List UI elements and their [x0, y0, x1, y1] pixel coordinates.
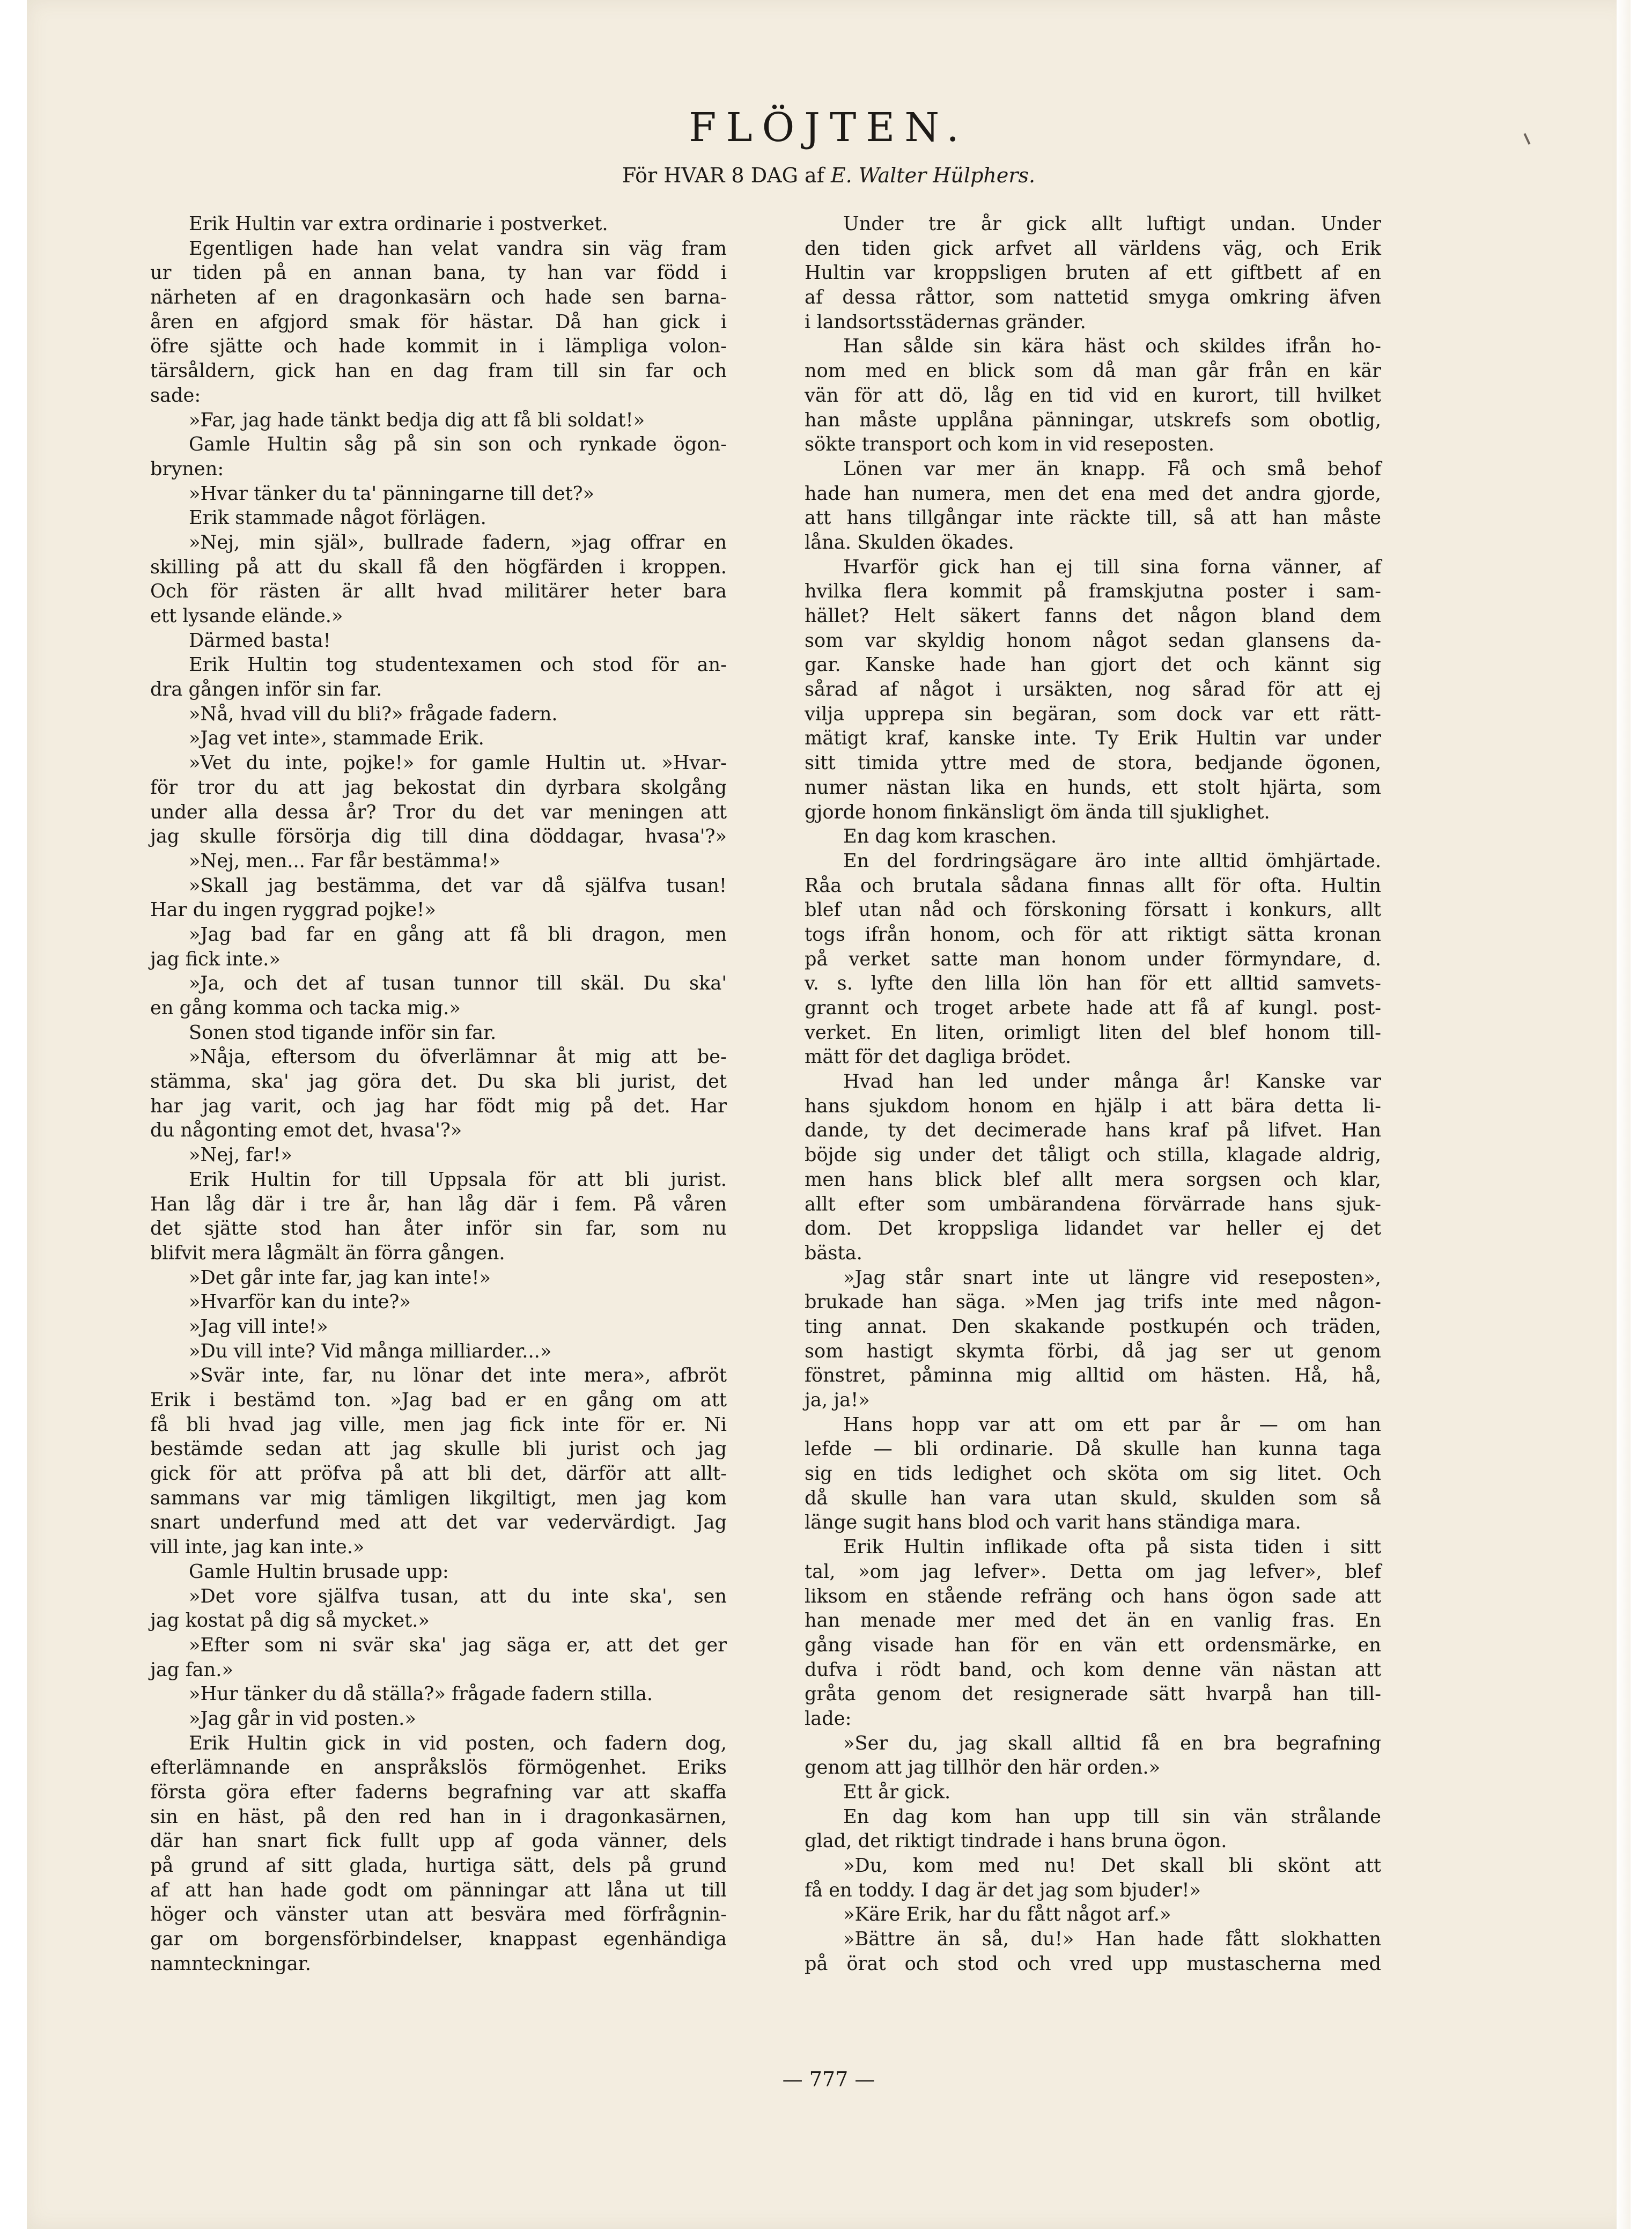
text-line: dande, ty det decimerade hans kraf på lifvet. Han	[805, 1119, 1381, 1142]
text-line: det sjätte stod han åter inför sin far, som nu	[150, 1217, 727, 1240]
text-line: få bli hvad jag ville, men jag fick inte för er. Ni	[150, 1413, 727, 1436]
text-line: »Hur tänker du då ställa?» frågade fadern stilla.	[189, 1683, 653, 1706]
text-line: »Käre Erik, har du fått något arf.»	[843, 1903, 1171, 1926]
text-line: då skulle han vara utan skuld, skulden som så	[805, 1487, 1381, 1509]
text-line: hället? Helt säkert fanns det någon bland dem	[805, 605, 1381, 627]
text-line: gar. Kanske hade han gjort det och kännt sig	[805, 654, 1381, 676]
text-line: ur tiden på en annan bana, ty han var född i	[150, 262, 727, 284]
text-line: Gamle Hultin brusade upp:	[189, 1560, 449, 1583]
text-line: vilja upprepa sin begäran, som dock var ett rätt-	[805, 703, 1381, 725]
text-line: sin en häst, på den red han in i dragonkasärnen,	[150, 1805, 727, 1828]
text-line: Råa och brutala sådana finnas allt för ofta. Hultin	[805, 874, 1381, 897]
byline-prefix: För HVAR 8 DAG af	[622, 164, 831, 187]
text-line: öfre sjätte och hade kommit in i lämpliga volon-	[150, 335, 727, 358]
left-text-column	[150, 212, 727, 1976]
text-line: tal, »om jag lefver». Detta om jag lefver», blef	[805, 1560, 1381, 1583]
text-line: närheten af en dragonkasärn och hade sen barna-	[150, 286, 727, 309]
text-line: men hans blick blef allt mera sorgsen och klar,	[805, 1168, 1381, 1191]
text-line: »Skall jag bestämma, det var då själfva tusan!	[189, 874, 727, 897]
text-line: vän för att dö, låg en tid vid en kurort, till hvilket	[805, 384, 1381, 407]
text-line: hans sjukdom honom en hjälp i att bära detta li-	[805, 1095, 1381, 1117]
text-line: böjde sig under det tåligt och stilla, klagade aldrig,	[805, 1144, 1381, 1167]
text-line: verket. En liten, orimligt liten del blef honom till-	[805, 1021, 1381, 1044]
text-line: jag fick inte.»	[150, 948, 281, 970]
text-line: bästa.	[805, 1242, 862, 1264]
text-line: efterlämnande en anspråkslös förmögenhet. Eriks	[150, 1756, 727, 1779]
text-line: brynen:	[150, 457, 224, 480]
text-line: »Svär inte, far, nu lönar det inte mera», afbröt	[189, 1364, 727, 1387]
text-line: sitt timida yttre med de stora, bedjande ögonen,	[805, 752, 1381, 774]
text-line: Egentligen hade han velat vandra sin väg fram	[189, 237, 727, 260]
text-line: Erik Hultin tog studentexamen och stod för an-	[189, 654, 727, 676]
text-line: Därmed basta!	[189, 629, 331, 652]
text-line: En del fordringsägare äro inte alltid ömhjärtade.	[843, 850, 1381, 872]
text-line: Hans hopp var att om ett par år — om han	[843, 1413, 1381, 1436]
text-line: gjorde honom finkänsligt öm ända till sjuklighet.	[805, 801, 1270, 823]
text-line: Sonen stod tigande inför sin far.	[189, 1021, 497, 1044]
text-line: sade:	[150, 384, 201, 407]
text-line: få en toddy. I dag är det jag som bjuder!»	[805, 1879, 1201, 1901]
text-line: »Du vill inte? Vid många milliarder...»	[189, 1340, 552, 1362]
text-line: Han låg där i tre år, han låg där i fem. På våren	[150, 1193, 727, 1215]
text-line: sammans var mig tämligen likgiltigt, men jag kom	[150, 1487, 727, 1509]
text-line: »Ser du, jag skall alltid få en bra begrafning	[843, 1732, 1381, 1754]
text-line: »Jag står snart inte ut längre vid reseposten»,	[843, 1266, 1381, 1289]
text-line: Lönen var mer än knapp. Få och små behof	[843, 457, 1381, 480]
text-line: som hastigt skymta förbi, då jag ser ut genom	[805, 1340, 1381, 1362]
text-line: gick för att pröfva på att bli det, därför att allt-	[150, 1463, 727, 1485]
text-line: jag skulle försörja dig till dina döddagar, hvasa'?»	[150, 825, 727, 848]
text-line: »Nej, min själ», bullrade fadern, »jag offrar en	[189, 531, 727, 553]
text-line: gång visade han för en vän ett ordensmärke, en	[805, 1634, 1381, 1656]
text-line: sökte transport och kom in vid reseposten.	[805, 433, 1215, 456]
text-line: som var skyldig honom något sedan glansens da-	[805, 629, 1381, 652]
text-line: mätigt kraf, kanske inte. Ty Erik Hultin var under	[805, 727, 1381, 750]
text-line: grannt och troget arbete hade att få af kungl. post-	[805, 997, 1381, 1019]
text-line: gråta genom det resignerade sätt hvarpå han till-	[805, 1683, 1381, 1706]
text-line: »Hvar tänker du ta' pänningarne till det?»	[189, 482, 595, 505]
text-line: jag kostat på dig så mycket.»	[150, 1610, 430, 1632]
text-line: togs ifrån honom, och för att riktigt sätta kronan	[805, 923, 1381, 946]
text-line: snart underfund med att det var vedervärdigt. Jag	[150, 1511, 727, 1534]
text-line: Ett år gick.	[843, 1781, 951, 1803]
text-line: ja, ja!»	[805, 1389, 870, 1411]
text-line: »Jag vill inte!»	[189, 1315, 328, 1338]
text-line: stämma, ska' jag göra det. Du ska bli jurist, det	[150, 1071, 727, 1093]
text-line: »Jag går in vid posten.»	[189, 1707, 416, 1730]
text-line: för tror du att jag bekostat din dyrbara skolgång	[150, 776, 727, 799]
text-line: ett lysande elände.»	[150, 605, 343, 627]
text-line: »Hvarför kan du inte?»	[189, 1291, 411, 1313]
text-line: dufva i rödt band, och kom denne vän nästan att	[805, 1658, 1381, 1681]
byline	[27, 164, 1631, 187]
text-line: bestämde sedan att jag skulle bli jurist och jag	[150, 1438, 727, 1460]
text-line: »Ja, och det af tusan tunnor till skäl. Du ska'	[189, 972, 727, 995]
text-line: Gamle Hultin såg på sin son och rynkade ögon-	[189, 433, 727, 456]
text-line: mätt för det dagliga brödet.	[805, 1046, 1072, 1068]
text-line: »Nå, hvad vill du bli?» frågade fadern.	[189, 703, 558, 725]
text-line: i landsortsstädernas gränder.	[805, 311, 1086, 333]
text-line: på verket satte man honom under förmyndare, d.	[805, 948, 1381, 970]
text-line: den tiden gick arfvet all världens väg, och Erik	[805, 237, 1381, 260]
text-line: »Vet du inte, pojke!» for gamle Hultin ut. »Hvar-	[189, 752, 727, 774]
text-line: Och för rästen är allt hvad militärer heter bara	[150, 580, 727, 603]
text-line: under alla dessa år? Tror du det var meningen att	[150, 801, 727, 823]
page-number: — 777 —	[782, 2068, 875, 2091]
text-line: hvilka flera kommit på framskjutna poster i sam-	[805, 580, 1381, 603]
text-line: af att han hade godt om pänningar att låna ut till	[150, 1879, 727, 1901]
text-line: tärsåldern, gick han en dag fram till sin far och	[150, 360, 727, 382]
text-line: af dessa råttor, som nattetid smyga omkring äfven	[805, 286, 1381, 309]
text-line: du någonting emot det, hvasa'?»	[150, 1119, 462, 1142]
text-line: »Det går inte far, jag kan inte!»	[189, 1266, 491, 1289]
magazine-page	[27, 0, 1631, 2229]
text-line: »Jag bad far en gång att få bli dragon, men	[189, 923, 727, 946]
text-line: Erik stammade något förlägen.	[189, 507, 486, 529]
text-line: fönstret, påminna mig alltid om hästen. Hå, hå,	[805, 1364, 1381, 1387]
text-line: Har du ingen ryggrad pojke!»	[150, 899, 436, 921]
page-edge	[1617, 0, 1631, 2229]
text-line: genom att jag tillhör den här orden.»	[805, 1756, 1161, 1779]
text-line: Erik i bestämd ton. »Jag bad er en gång om att	[150, 1389, 727, 1411]
text-line: dra gången inför sin far.	[150, 678, 382, 701]
text-line: »Det vore själfva tusan, att du inte ska', sen	[189, 1585, 727, 1607]
text-line: »Du, kom med nu! Det skall bli skönt att	[843, 1855, 1381, 1877]
byline-author: E. Walter Hülphers.	[830, 164, 1036, 187]
text-line: Erik Hultin for till Uppsala för att bli jurist.	[189, 1168, 727, 1191]
text-line: »Nej, far!»	[189, 1144, 292, 1167]
text-line: Hvad han led under många år! Kanske var	[843, 1071, 1381, 1093]
text-line: blifvit mera lågmält än förra gången.	[150, 1242, 505, 1264]
text-line: hade han numera, men det ena med det andra gjorde,	[805, 482, 1381, 505]
text-line: liksom en stående refräng och hans ögon sade att	[805, 1585, 1381, 1607]
text-line: länge sugit hans blod och varit hans ständiga mara.	[805, 1511, 1301, 1534]
story-title: FLÖJTEN.	[689, 105, 969, 151]
text-line: allt efter som umbärandena förvärrade hans sjuk-	[805, 1193, 1381, 1215]
text-line: på grund af sitt glada, hurtiga sätt, dels på grund	[150, 1855, 727, 1877]
text-line: lade:	[805, 1707, 852, 1730]
text-line: jag fan.»	[150, 1658, 233, 1681]
text-line: där han snart fick fullt upp af goda vänner, dels	[150, 1830, 727, 1852]
text-line: åren en afgjord smak för hästar. Då han gick i	[150, 311, 727, 333]
text-line: sårad af något i ursäkten, nog sårad för att ej	[805, 678, 1381, 701]
text-line: »Efter som ni svär ska' jag säga er, att det ger	[189, 1634, 727, 1656]
text-line: gar om borgensförbindelser, knappast egenhändiga	[150, 1928, 727, 1951]
text-line: en gång komma och tacka mig.»	[150, 997, 461, 1019]
text-line: första göra efter faderns begrafning var att skaffa	[150, 1781, 727, 1803]
text-line: höger och vänster utan att besvära med förfrågnin-	[150, 1903, 727, 1926]
text-line: »Far, jag hade tänkt bedja dig att få bli soldat!»	[189, 409, 645, 431]
text-line: »Nåja, eftersom du öfverlämnar åt mig att be-	[189, 1046, 727, 1068]
text-line: glad, det riktigt tindrade i hans bruna ögon.	[805, 1830, 1227, 1852]
text-line: att hans tillgångar inte räckte till, så att han måste	[805, 507, 1381, 529]
text-line: »Bättre än så, du!» Han hade fått slokhatten	[843, 1928, 1381, 1951]
text-line: ting annat. Den skakande postkupén och träden,	[805, 1315, 1381, 1338]
right-text-column	[805, 212, 1381, 1976]
text-line: v. s. lyfte den lilla lön han för ett alltid samvets-	[805, 972, 1381, 995]
text-line: brukade han säga. »Men jag trifs inte med någon-	[805, 1291, 1381, 1313]
text-line: Erik Hultin inflikade ofta på sista tiden i sitt	[843, 1536, 1381, 1559]
text-line: Han sålde sin kära häst och skildes ifrån ho-	[843, 335, 1381, 358]
text-line: Hultin var kroppsligen bruten af ett giftbett af en	[805, 262, 1381, 284]
text-line: »Jag vet inte», stammade Erik.	[189, 727, 484, 750]
text-line: vill inte, jag kan inte.»	[150, 1536, 365, 1559]
text-line: på örat och stod och vred upp mustascherna med	[805, 1952, 1381, 1975]
text-line: Erik Hultin gick in vid posten, och fadern dog,	[189, 1732, 727, 1754]
text-line: En dag kom han upp till sin vän strålande	[843, 1805, 1381, 1828]
text-line: han menade mer med det än en vanlig fras. En	[805, 1610, 1381, 1632]
text-line: sig en tids ledighet och sköta om sig litet. Och	[805, 1463, 1381, 1485]
text-line: Under tre år gick allt luftigt undan. Under	[843, 213, 1381, 235]
text-line: låna. Skulden ökades.	[805, 531, 1014, 553]
text-line: En dag kom kraschen.	[843, 825, 1057, 848]
text-line: namnteckningar.	[150, 1952, 311, 1975]
text-line: nom med en blick som då man går från en kär	[805, 360, 1381, 382]
text-line: har jag varit, och jag har födt mig på det. Har	[150, 1095, 727, 1117]
text-line: blef utan nåd och förskoning försatt i konkurs, allt	[805, 899, 1381, 921]
text-line: han måste upplåna pänningar, utskrefs som obotlig,	[805, 409, 1381, 431]
text-line: Hvarför gick han ej till sina forna vänner, af	[843, 556, 1381, 578]
text-line: lefde — bli ordinarie. Då skulle han kunna taga	[805, 1438, 1381, 1460]
text-line: »Nej, men... Far får bestämma!»	[189, 850, 500, 872]
text-line: skilling på att du skall få den högfärden i kroppen.	[150, 556, 727, 578]
text-line: numer nästan lika en hunds, ett stolt hjärta, som	[805, 776, 1381, 799]
text-line: dom. Det kroppsliga lidandet var heller ej det	[805, 1217, 1381, 1240]
text-line: Erik Hultin var extra ordinarie i postverket.	[189, 213, 608, 235]
